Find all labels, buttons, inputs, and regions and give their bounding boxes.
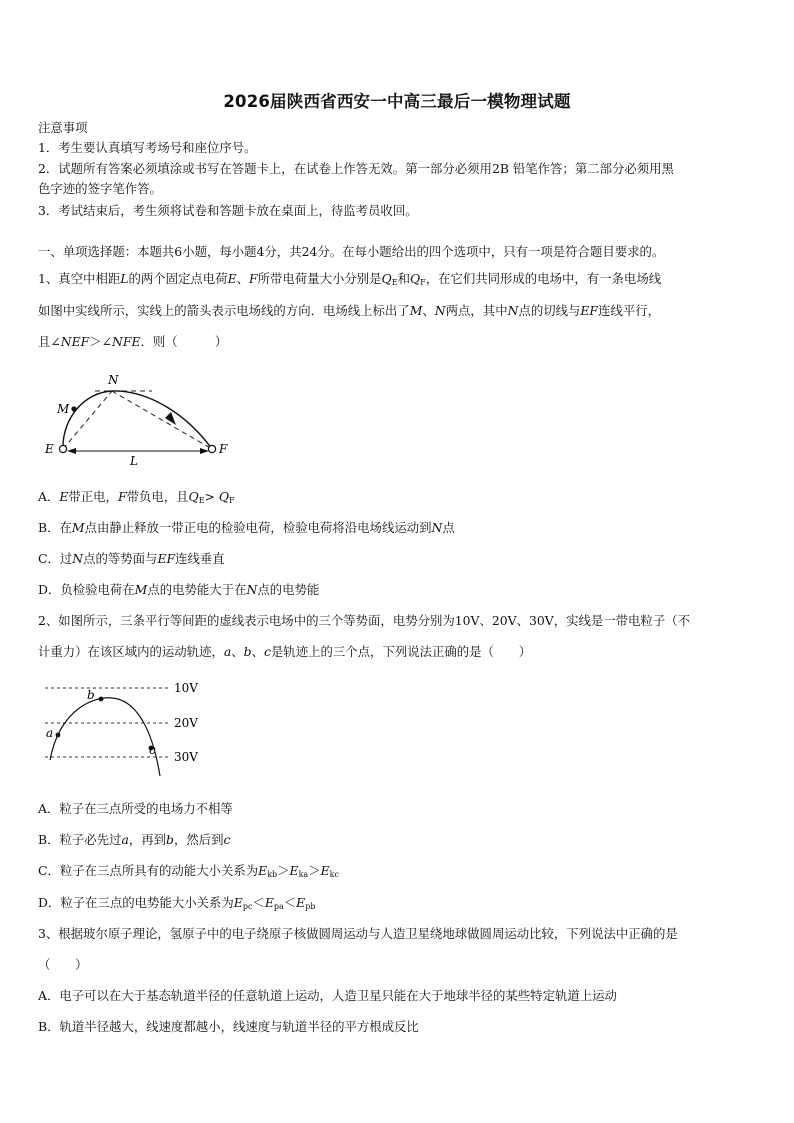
q3-option-a: A．电子可以在大于基态轨道半径的任意轨道上运动，人造卫星只能在大于地球半径的某些特定轨道上运动: [38, 988, 617, 1003]
q2-label-b: b: [87, 688, 95, 702]
q2-option-b: B．粒子必先过a，再到b，然后到c: [38, 832, 231, 847]
q1-distance-arrow-left: [67, 448, 76, 454]
q3-stem-line2: （ ）: [38, 957, 88, 972]
q1-distance-arrow-right: [200, 448, 209, 454]
notice-item-2: 2．试题所有答案必须填涂或书写在答题卡上，在试卷上作答无效。第一部分必须用2B 铅笔作答；第二部分必须用黑: [38, 161, 674, 176]
q1-stem-line1: 1、真空中相距L的两个固定点电荷E、F所带电荷量大小分别是$Q_E$和$Q_F$，在它们共同形成的电场中，有一条电场线: [38, 271, 662, 287]
q1-stem-line2: 如图中实线所示，实线上的箭头表示电场线的方向．电场线上标出了M、N两点，其中N点的切线与EF连线平行，: [38, 303, 660, 318]
q1-stem-line3: 且∠NEF＞∠NFE．则（ ）: [38, 334, 228, 349]
q1-label-m: M: [57, 402, 70, 416]
notice-item-1: 1．考生要认真填写考场号和座位序号。: [38, 140, 257, 155]
notice-item-3: 3．考试结束后，考生须将试卷和答题卡放在桌面上，待监考员收回。: [38, 203, 418, 218]
q1-option-a: A．E带正电，F带负电，且$Q_E> Q_F$: [38, 489, 235, 505]
q2-option-a: A．粒子在三点所受的电场力不相等: [38, 801, 233, 816]
q1-label-l: L: [130, 454, 138, 468]
q2-label-20v: 20V: [174, 716, 198, 730]
section-heading: 一、单项选择题：本题共6小题，每小题4分，共24分。在每小题给出的四个选项中，只有一项是符合题目要求的。: [38, 244, 665, 259]
q2-label-10v: 10V: [174, 681, 198, 695]
q1-option-b: B．在M点由静止释放一带正电的检验电荷，检验电荷将沿电场线运动到N点: [38, 520, 455, 535]
q1-charge-f: [208, 445, 215, 452]
q1-option-d: D．负检验电荷在M点的电势能大于在N点的电势能: [38, 582, 320, 597]
q1-field-line: [63, 391, 212, 449]
q1-point-m: [71, 406, 76, 411]
q1-dashed-line-nf: [112, 391, 212, 449]
q1-label-f: F: [219, 442, 228, 456]
q1-charge-e: [59, 445, 66, 452]
notice-heading: 注意事项: [38, 120, 88, 135]
q1-option-c: C．过N点的等势面与EF连线垂直: [38, 551, 225, 566]
q3-stem-line1: 3、根据玻尔原子理论，氢原子中的电子绕原子核做圆周运动与人造卫星绕地球做圆周运动比较，下列说法中正确的是: [38, 926, 678, 941]
q2-label-c: c: [149, 743, 156, 757]
q3-option-b: B．轨道半径越大，线速度都越小，线速度与轨道半径的平方根成反比: [38, 1019, 419, 1034]
exam-title: 2026届陕西省西安一中高三最后一模物理试题: [223, 92, 571, 111]
q1-field-line-figure: [40, 368, 240, 468]
q1-label-e: E: [45, 442, 54, 456]
q2-equipotential-figure: [40, 678, 220, 778]
q2-option-c: C．粒子在三点所具有的动能大小关系为$E_{kb}>E_{ka}>E_{kc}$: [38, 863, 339, 879]
q2-point-b: [99, 697, 104, 702]
q2-label-a: a: [46, 726, 54, 740]
q2-stem-line1: 2、如图所示，三条平行等间距的虚线表示电场中的三个等势面，电势分别为10V、20V、30V，实线是一带电粒子（不: [38, 613, 690, 628]
q2-label-30v: 30V: [174, 750, 198, 764]
q2-trajectory: [50, 698, 160, 776]
q2-point-a: [56, 733, 61, 738]
q2-stem-line2: 计重力）在该区域内的运动轨迹，a、b、c是轨迹上的三个点，下列说法正确的是（ ）: [38, 644, 532, 659]
q1-label-n: N: [108, 373, 119, 387]
q2-option-d: D．粒子在三点的电势能大小关系为$E_{pc}<E_{pa}<E_{pb}$: [38, 895, 316, 911]
notice-item-2-cont: 色字迹的签字笔作答。: [38, 181, 162, 196]
